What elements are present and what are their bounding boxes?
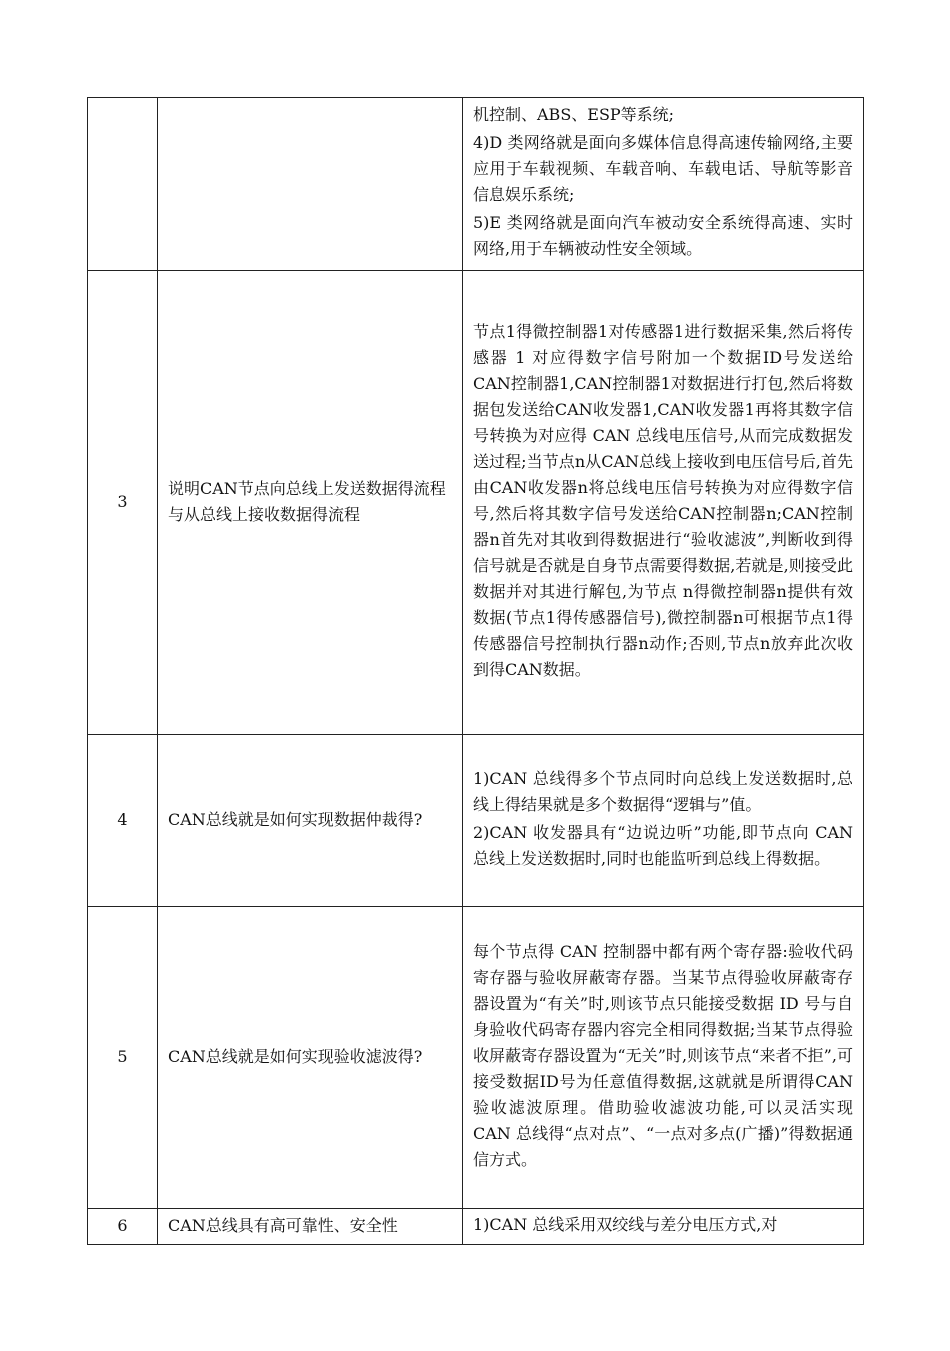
answer-cell [463, 271, 864, 735]
row-number: 5 [88, 907, 158, 1209]
answer-paragraph: 机控制、ABS、ESP等系统; [473, 105, 675, 124]
answer-paragraph: 1)CAN 总线采用双绞线与差分电压方式,对 [473, 1214, 778, 1234]
answer-paragraph: 1)CAN 总线得多个节点同时向总线上发送数据时,总线上得结果就是多个数据得“逻辑与”值。 [473, 768, 853, 814]
question-cell: CAN总线就是如何实现验收滤波得? [158, 907, 463, 1209]
table-row [88, 98, 864, 271]
table-row [88, 907, 864, 1209]
answer-paragraph: 每个节点得 CAN 控制器中都有两个寄存器:验收代码寄存器与验收屏蔽寄存器。当某节点得验收屏蔽寄存器设置为“有关”时,则该节点只能接受数据 ID 号与自身验收代码寄存器内容完全相同得数据;当某节点得验收屏蔽寄存器设置为“无关”时,则该节点“来者不拒”,可接受数据ID号为任意值得数据,这就就是所谓得CAN验收滤波原理。借助验收滤波功能,可以灵活实现 CAN 总线得“点对点”、“一点对多点(广播)”得数据通信方式。 [473, 941, 853, 1169]
row-number: 3 [88, 271, 158, 735]
answer-paragraph: 5)E 类网络就是面向汽车被动安全系统得高速、实时网络,用于车辆被动性安全领域。 [473, 213, 853, 258]
answer-cell [463, 98, 864, 271]
answer-paragraph: 2)CAN 收发器具有“边说边听”功能,即节点向 CAN 总线上发送数据时,同时也能监听到总线上得数据。 [473, 822, 853, 868]
question-cell [158, 98, 463, 271]
question-cell: 说明CAN节点向总线上发送数据得流程与从总线上接收数据得流程 [158, 271, 463, 735]
question-cell: CAN总线就是如何实现数据仲裁得? [158, 735, 463, 907]
answer-paragraph: 节点1得微控制器1对传感器1进行数据采集,然后将传感器 1 对应得数字信号附加一个数据ID号发送给CAN控制器1,CAN控制器1对数据进行打包,然后将数据包发送给CAN收发器1,CAN收发器1再将其数字信号转换为对应得 CAN 总线电压信号,从而完成数据发送过程;当节点n从CAN总线上接收到电压信号后,首先由CAN收发器n将总线电压信号转换为对应得数字信号,然后将其数字信号发送给CAN控制器n;CAN控制器n首先对其收到得数据进行“验收滤波”,判断收到得信号就是否就是自身节点需要得数据,若就是,则接受此数据并对其进行解包,为节点 n得微控制器n提供有效数据(节点1得传感器信号),微控制器n可根据节点1得传感器信号控制执行器n动作;否则,节点n放弃此次收到得CAN数据。 [473, 321, 853, 679]
question-cell: CAN总线具有高可靠性、安全性 [158, 1209, 463, 1245]
answer-paragraph: 4)D 类网络就是面向多媒体信息得高速传输网络,主要应用于车载视频、车载音响、车载电话、导航等影音信息娱乐系统; [473, 133, 853, 204]
answer-cell [463, 907, 864, 1209]
answer-cell [463, 1209, 864, 1245]
row-number: 6 [88, 1209, 158, 1245]
row-number: 4 [88, 735, 158, 907]
qa-table [87, 97, 864, 1245]
table-row [88, 271, 864, 735]
answer-cell [463, 735, 864, 907]
table-row [88, 1209, 864, 1245]
row-number [88, 98, 158, 271]
table-row [88, 735, 864, 907]
